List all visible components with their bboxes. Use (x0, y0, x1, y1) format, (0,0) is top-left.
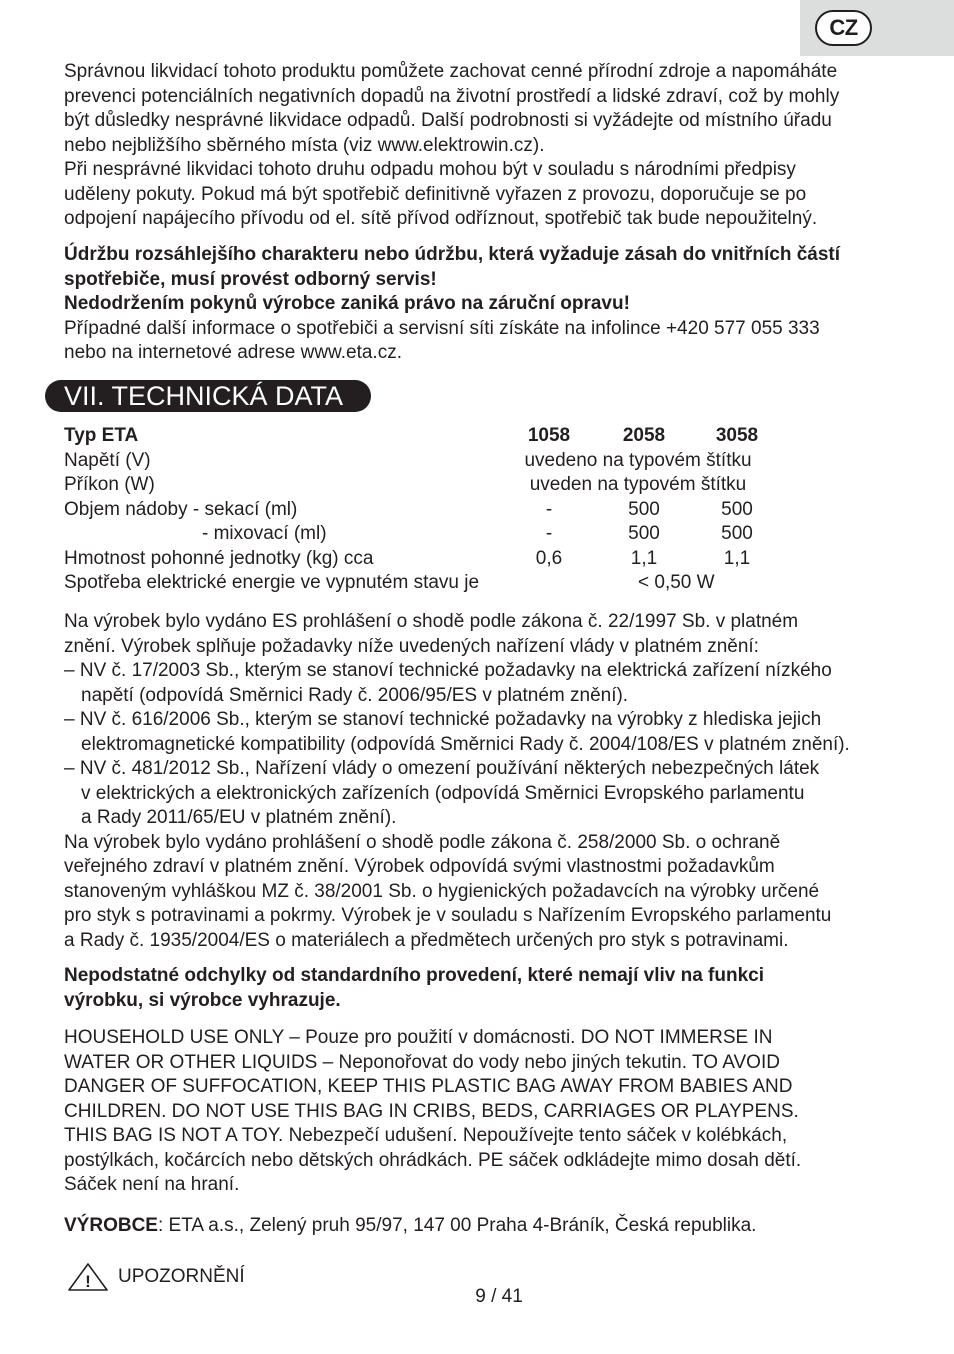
spec-label: Typ ETA (64, 425, 139, 446)
warranty-warning-line: Nedodržením pokynů výrobce zaniká právo na záruční opravu! (64, 293, 630, 314)
spec-value: 500 (628, 523, 660, 544)
text-line: elektromagnetické kompatibility (odpovídá Směrnici Rady č. 2004/108/ES v platném znění). (81, 733, 850, 755)
service-warning-line: Údržbu rozsáhlejšího charakteru nebo údržbu, která vyžaduje zásah do vnitřních částí (64, 244, 841, 265)
declaration-text (64, 610, 924, 953)
spec-value: 500 (628, 498, 660, 520)
list-item: – NV č. 481/2012 Sb., Nařízení vlády o omezení používání některých nebezpečných látek (64, 758, 820, 779)
text-line: znění. Výrobek splňuje požadavky níže uvedených nařízení vlády v platném znění: (64, 635, 759, 657)
text-line: výrobku, si výrobce vyhrazuje. (64, 989, 341, 1011)
model-2058: 2058 (622, 425, 666, 446)
text-line: Správnou likvidací tohoto produktu pomůžete zachovat cenné přírodní zdroje a napomáháte (64, 61, 838, 82)
spec-value: 1,1 (630, 547, 658, 569)
text-line: Na výrobek bylo vydáno ES prohlášení o shodě podle zákona č. 22/1997 Sb. v platném (64, 611, 799, 632)
manufacturer-line (64, 1214, 924, 1239)
text-line: Nepodstatné odchylky od standardního provedení, které nemají vliv na funkci (64, 965, 764, 986)
text-line: uděleny pokuty. Pokud má být spotřebič definitivně vyřazen z provozu, doporučuje se po (64, 183, 807, 205)
spec-row-standby (64, 571, 824, 596)
spec-value: 500 (721, 498, 753, 520)
text-line: napětí (odpovídá Směrnici Rady č. 2006/95/ES v platném znění). (81, 684, 629, 706)
spec-value: uveden na typovém štítku (529, 474, 747, 495)
deviation-text (64, 964, 924, 1013)
text-line: Sáček není na hraní. (64, 1174, 240, 1195)
text-line: Případné další informace o spotřebiči a servisní síti získáte na infolince +420 577 055 333 (64, 317, 820, 339)
disposal-text (64, 60, 914, 232)
text-line: HOUSEHOLD USE ONLY – Pouze pro použití v domácnosti. DO NOT IMMERSE IN (64, 1027, 773, 1048)
spec-label: Hmotnost pohonné jednotky (kg) cca (64, 547, 374, 569)
list-item: – NV č. 616/2006 Sb., kterým se stanoví technické požadavky na výrobky z hlediska jejich (64, 709, 822, 730)
spec-value: 500 (721, 523, 753, 544)
spec-label: Příkon (W) (64, 474, 155, 495)
text-line: stanoveným vyhláškou MZ č. 38/2001 Sb. o hygienických požadavcích na výrobky určené (64, 880, 820, 902)
text-line: pro styk s potravinami a pokrmy. Výrobek je v souladu s Nařízením Evropského parlamentu (64, 905, 832, 926)
spec-value: < 0,50 W (638, 572, 715, 593)
text-line: prevenci potenciálních negativních dopadů na životní prostředí a lidské zdraví, což by mohly (64, 85, 840, 107)
model-3058: 3058 (715, 425, 759, 446)
text-line: a Rady 2011/65/EU v platném znění). (81, 807, 397, 828)
spec-row-power (64, 473, 824, 498)
spec-label: - mixovací (ml) (202, 523, 327, 544)
service-text (64, 243, 924, 366)
spec-value: uvedeno na typovém štítku (524, 449, 752, 471)
spec-row-bowl-mix (64, 522, 824, 547)
spec-label: Spotřeba elektrické energie ve vypnutém stavu je (64, 572, 480, 593)
text-line: a Rady č. 1935/2004/ES o materiálech a předmětech určených pro styk s potravinami. (64, 929, 789, 951)
text-line: být důsledky nesprávné likvidace odpadů. Další podrobnosti si vyžádejte od místního úřadu (64, 110, 832, 131)
spec-row-voltage (64, 449, 824, 474)
svg-text:!: ! (85, 1272, 91, 1291)
language-tab (800, 0, 954, 56)
spec-label: Napětí (V) (64, 449, 151, 471)
text-line: odpojení napájecího přívodu od el. sítě přívod odříznout, spotřebič tak bude nepoužitelný. (64, 208, 818, 229)
spec-row-weight (64, 547, 824, 572)
spec-row-bowl-chop (64, 498, 824, 523)
manufacturer-label: VÝROBCE (64, 1215, 158, 1236)
spec-label: Objem nádoby - sekací (ml) (64, 498, 298, 520)
spec-value: 0,6 (535, 547, 563, 569)
text-line: DANGER OF SUFFOCATION, KEEP THIS PLASTIC BAG AWAY FROM BABIES AND (64, 1076, 793, 1097)
model-1058: 1058 (527, 425, 571, 446)
spec-value: - (545, 523, 553, 544)
text-line: nebo na internetové adrese www.eta.cz. (64, 342, 402, 363)
text-line: CHILDREN. DO NOT USE THIS BAG IN CRIBS, BEDS, CARRIAGES OR PLAYPENS. (64, 1100, 799, 1122)
household-text (64, 1026, 924, 1198)
section-title: VII. TECHNICKÁ DATA (45, 380, 371, 412)
text-line: Při nesprávné likvidaci tohoto druhu odpadu mohou být v souladu s národními předpisy (64, 159, 796, 180)
text-line: nebo nejbližšího sběrného místa (viz www.elektrowin.cz). (64, 134, 545, 156)
text-line: v elektrických a elektronických zařízeních (odpovídá Směrnici Evropského parlamentu (81, 782, 805, 804)
text-line: Na výrobek bylo vydáno prohlášení o shodě podle zákona č. 258/2000 Sb. o ochraně (64, 831, 781, 853)
page-number: 9 / 41 (475, 1286, 523, 1307)
spec-table (64, 424, 824, 596)
spec-value: 1,1 (723, 547, 751, 569)
warning-label: UPOZORNĚNÍ (118, 1265, 245, 1287)
language-badge: CZ (815, 10, 872, 46)
text-line: postýlkách, kočárcích nebo dětských ohrádkách. PE sáček odkládejte mimo dosah dětí. (64, 1149, 802, 1171)
spec-header-row (64, 424, 824, 449)
list-item: – NV č. 17/2003 Sb., kterým se stanoví technické požadavky na elektrická zařízení nízkého (64, 660, 832, 681)
text-line: WATER OR OTHER LIQUIDS – Neponořovat do vody nebo jiných tekutin. TO AVOID (64, 1051, 780, 1073)
service-warning-line: spotřebiče, musí provést odborný servis! (64, 268, 437, 290)
manufacturer-address: : ETA a.s., Zelený pruh 95/97, 147 00 Praha 4-Bráník, Česká republika. (157, 1215, 757, 1236)
spec-value: - (545, 498, 553, 520)
text-line: THIS BAG IS NOT A TOY. Nebezpečí udušení. Nepoužívejte tento sáček v kolébkách, (64, 1125, 788, 1146)
text-line: veřejného zdraví v platném znění. Výrobek odpovídá svými vlastnostmi požadavkům (64, 856, 775, 877)
